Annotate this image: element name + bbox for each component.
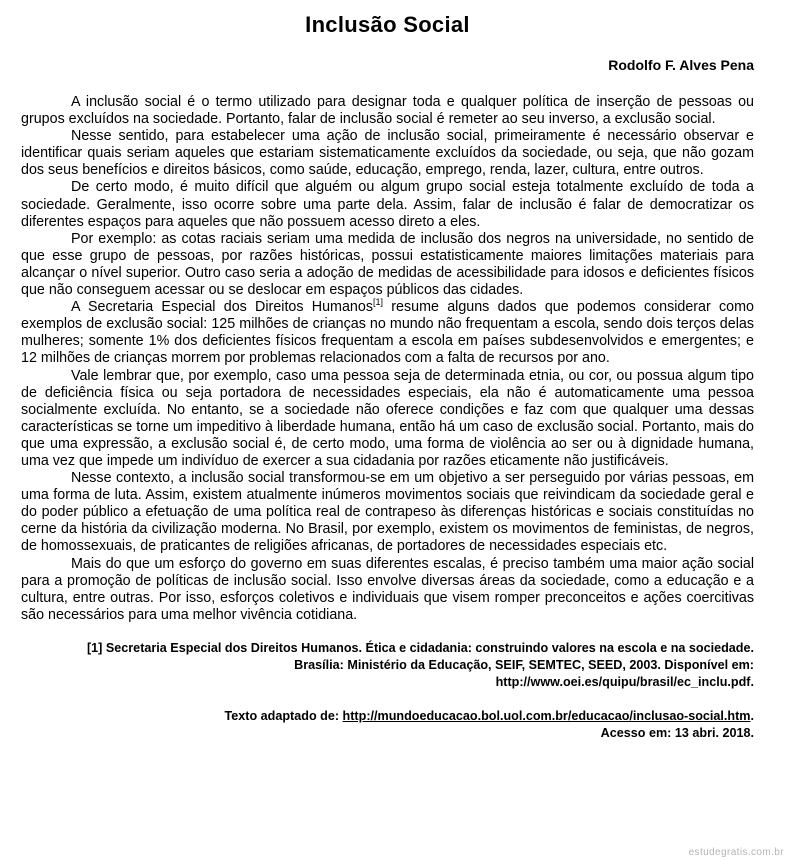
source-prefix: Texto adaptado de: bbox=[224, 708, 343, 723]
paragraph-5-text-end: resume alguns dados que podemos considerar como exemplos de exclusão social: 125 milhões de crianças no mundo não frequentam a escola, sendo dois terços delas mulheres; somente 1% dos deficientes físicos frequentam a escola em países subdesenvolvidos e emergentes; e 12 milhões de crianças morrem por problemas relacionados com a falta de recursos por ano. bbox=[21, 299, 754, 367]
paragraph-2: Nesse sentido, para estabelecer uma ação de inclusão social, primeiramente é necessário observar e identificar quais seriam aqueles que estariam sistematicamente excluídos da sociedade, ou seja, que não gozam dos seus benefícios e direitos básicos, como saúde, educação, emprego, renda, lazer, cultura, entre outros. bbox=[21, 128, 754, 179]
paragraph-5-text-start: A Secretaria Especial dos Direitos Humanos bbox=[71, 299, 373, 316]
footnote-marker: [1] bbox=[372, 297, 383, 308]
footnote-reference bbox=[21, 640, 754, 691]
reference-line-1: [1] Secretaria Especial dos Direitos Humanos. Ética e cidadania: construindo valores na escola e na sociedade. bbox=[86, 640, 754, 655]
paragraph-8: Mais do que um esforço do governo em suas diferentes escalas, é preciso também uma maior ação social para a promoção de políticas de inclusão social. Isso envolve diversas áreas da sociedade, como a educação e a cultura, entre outras. Por isso, esforços coletivos e individuais que visem romper preconceitos e ações coercitivas são necessários para uma melhor vivência cotidiana. bbox=[21, 555, 754, 623]
source-link[interactable]: http://mundoeducacao.bol.uol.com.br/educacao/inclusao-social.htm bbox=[342, 708, 751, 723]
paragraph-6: Vale lembrar que, por exemplo, caso uma pessoa seja de determinada etnia, ou cor, ou possua algum tipo de deficiência física ou seja portadora de necessidades especiais, ela não é automaticamente uma pessoa socialmente excluída. No entanto, se a sociedade não oferece condições e faz com que qualquer uma dessas características se torne um impeditivo à liberdade humana, então há um caso de exclusão social. Portanto, mais do que uma expressão, a exclusão social é, de certo modo, uma forma de violência ao ser ou à dignidade humana, uma vez que impede um indivíduo de exercer a sua cidadania por razões eticamente não justificáveis. bbox=[21, 367, 754, 469]
reference-line-2: Brasília: Ministério da Educação, SEIF, SEMTEC, SEED, 2003. Disponível em: bbox=[294, 657, 754, 672]
paragraph-4: Por exemplo: as cotas raciais seriam uma medida de inclusão dos negros na universidade, no sentido de que esse grupo de pessoas, por razões históricas, possui estatisticamente maiores limitações materiais para alcançar o nível superior. Outro caso seria a adoção de medidas de acessibilidade para idosos e deficientes físicos que não conseguem acessar ou se deslocar em espaços públicos das cidades. bbox=[21, 230, 754, 299]
paragraph-7: Nesse contexto, a inclusão social transformou-se em um objetivo a ser perseguido por várias pessoas, em uma forma de luta. Assim, existem atualmente inúmeros movimentos sociais que reivindicam da sociedade geral e do poder público a efetuação de uma política real de contrapeso às diferenças históricas e sociais constituídas no cerne da história da civilização moderna. No Brasil, por exemplo, existem os movimentos de feministas, de negros, de homossexuais, de praticantes de religiões africanas, de portadores de necessidades especiais etc. bbox=[21, 470, 754, 555]
paragraph-5 bbox=[21, 299, 754, 367]
source-citation bbox=[21, 708, 754, 742]
document-page bbox=[21, 10, 754, 742]
watermark: estudegratis.com.br bbox=[688, 847, 784, 858]
document-body bbox=[21, 94, 754, 624]
source-suffix: . bbox=[750, 708, 754, 723]
reference-line-3: http://www.oei.es/quipu/brasil/ec_inclu.pdf. bbox=[495, 674, 754, 689]
author-name: Rodolfo F. Alves Pena bbox=[608, 57, 754, 73]
paragraph-1: A inclusão social é o termo utilizado para designar toda e qualquer política de inserção de pessoas ou grupos excluídos na sociedade. Portanto, falar de inclusão social é remeter ao seu inverso, a exclusão social. bbox=[21, 94, 754, 128]
source-line bbox=[21, 708, 754, 725]
paragraph-3: De certo modo, é muito difícil que alguém ou algum grupo social esteja totalmente excluído de toda a sociedade. Geralmente, isso ocorre sobre uma parte dela. Assim, falar de inclusão é falar de democratizar os diferentes espaços para aqueles que não possuem acesso direto a eles. bbox=[21, 179, 754, 230]
document-title: Inclusão Social bbox=[305, 12, 470, 37]
access-date: Acesso em: 13 abri. 2018. bbox=[600, 725, 754, 740]
